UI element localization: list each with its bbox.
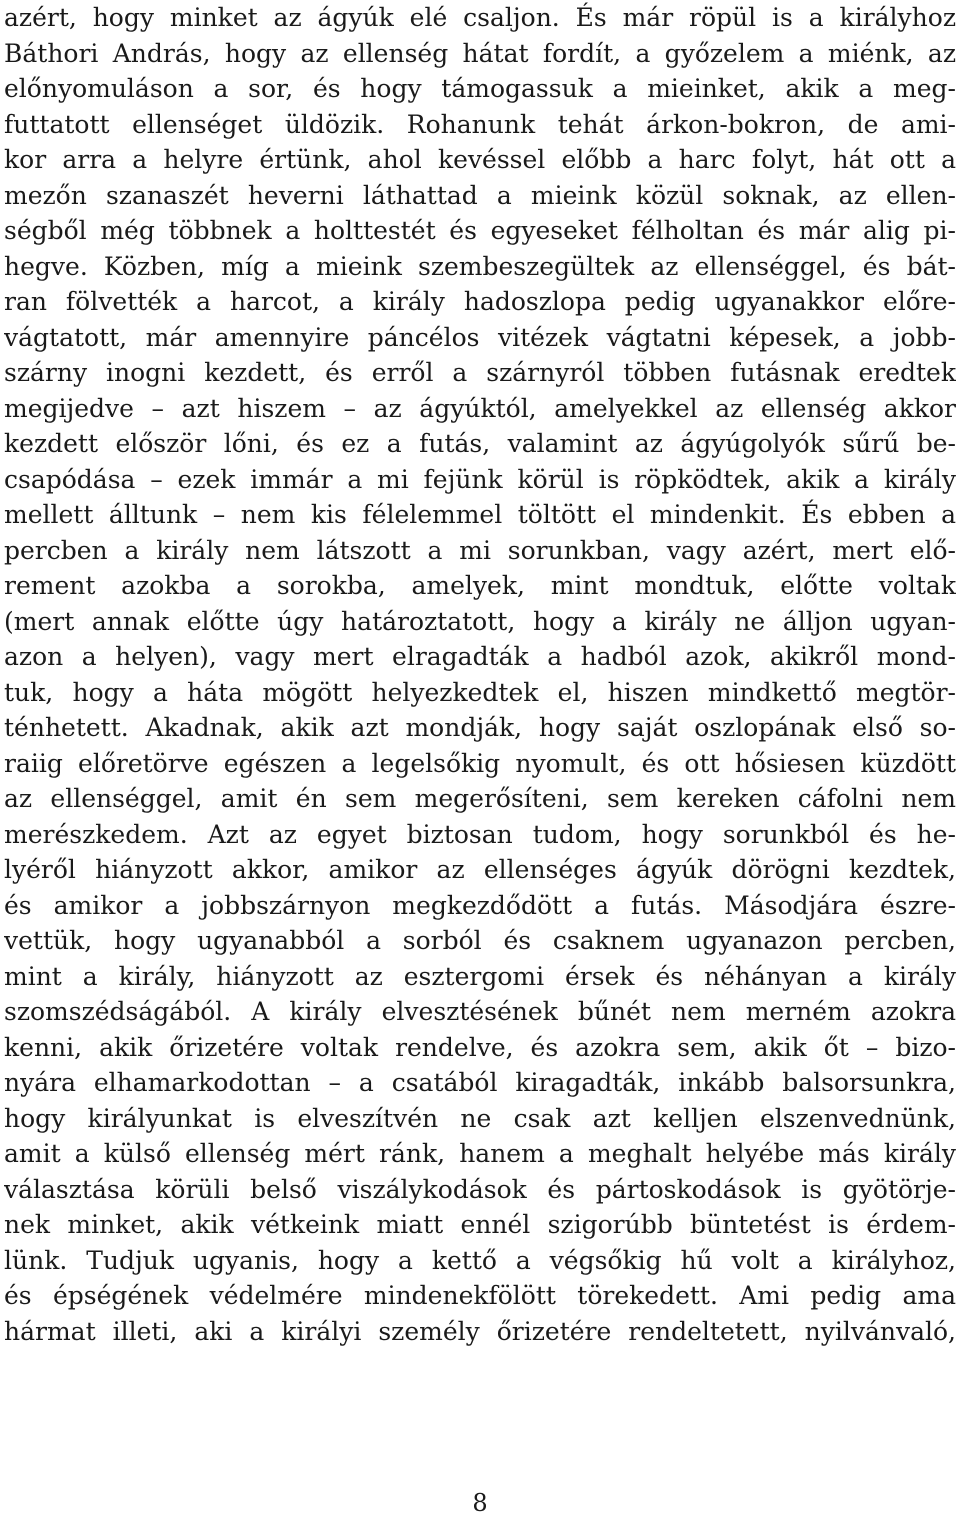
- text-line: rement azokba a sorokba, amelyek, mint mondtuk, előtte voltak: [4, 571, 956, 600]
- text-line: azért, hogy minket az ágyúk elé csaljon. És már röpül is a királyhoz: [4, 3, 956, 32]
- text-line: amit a külső ellenség mért ránk, hanem a meghalt helyébe más király: [4, 1139, 956, 1168]
- text-line: hármat illeti, aki a királyi személy őrizetére rendeltetett, nyilvánvaló,: [4, 1316, 956, 1346]
- text-line: merészkedem. Azt az egyet biztosan tudom, hogy sorunkból és he-: [4, 819, 956, 849]
- text-line: tuk, hogy a háta mögött helyezkedtek el, hiszen mindkettő megtör-: [4, 677, 956, 707]
- text-line: csapódása – ezek immár a mi fejünk körül is röpködtek, akik a király: [4, 464, 956, 494]
- book-page: [4, 0, 956, 1522]
- text-line: raiig előretörve egészen a legelsőkig nyomult, és ott hősiesen küzdött: [4, 748, 956, 778]
- text-line: Báthori András, hogy az ellenség hátat fordít, a győzelem a miénk, az: [4, 38, 956, 68]
- text-line: lyéről hiányzott akkor, amikor az ellenséges ágyúk dörögni kezdtek,: [4, 855, 956, 884]
- text-line: nyára elhamarkodottan – a csatából kiragadták, inkább balsorsunkra,: [4, 1068, 956, 1097]
- text-line: vettük, hogy ugyanabból a sorból és csaknem ugyanazon percben,: [4, 926, 956, 955]
- text-line: futtatott ellenséget üldözik. Rohanunk tehát árkon-bokron, de ami-: [4, 109, 956, 139]
- text-line: lünk. Tudjuk ugyanis, hogy a kettő a végsőkig hű volt a királyhoz,: [4, 1245, 956, 1275]
- text-line: kezdett először lőni, és ez a futás, valamint az ágyúgolyók sűrű be-: [4, 429, 956, 458]
- text-line: kor arra a helyre értünk, ahol kevéssel előbb a harc folyt, hát ott a: [4, 145, 956, 174]
- text-line: mellett álltunk – nem kis félelemmel töltött el mindenkit. És ebben a: [4, 500, 956, 529]
- text-line: vágtatott, már amennyire páncélos vitézek vágtatni képesek, a jobb-: [4, 322, 956, 352]
- text-line: ségből még többnek a holttestét és egyeseket félholtan és már alig pi-: [4, 216, 956, 245]
- text-line: hegve. Közben, míg a mieink szembeszegültek az ellenséggel, és bát-: [4, 251, 956, 281]
- body-text: [4, 0, 956, 1349]
- text-line: (mert annak előtte úgy határoztatott, hogy a király ne álljon ugyan-: [4, 606, 956, 636]
- text-line: az ellenséggel, amit én sem megerősíteni, sem kereken cáfolni nem: [4, 784, 956, 813]
- text-line: percben a király nem látszott a mi sorunkban, vagy azért, mert elő-: [4, 535, 956, 565]
- text-line: szomszédságából. A király elvesztésének bűnét nem merném azokra: [4, 997, 956, 1026]
- text-line: ran fölvették a harcot, a király hadoszlopa pedig ugyanakkor előre-: [4, 287, 956, 316]
- text-line: ténhetett. Akadnak, akik azt mondják, hogy saját oszlopának első so-: [4, 713, 956, 742]
- text-line: előnyomuláson a sor, és hogy támogassuk a mieinket, akik a meg-: [4, 74, 956, 103]
- text-line: megijedve – azt hiszem – az ágyúktól, amelyekkel az ellenség akkor: [4, 393, 956, 423]
- page-number: 8: [472, 1489, 488, 1517]
- text-line: kenni, akik őrizetére voltak rendelve, és azokra sem, akik őt – bizo-: [4, 1032, 956, 1062]
- text-line: mint a király, hiányzott az esztergomi érsek és néhányan a király: [4, 961, 956, 991]
- text-line: választása körüli belső viszálykodások és pártoskodások is gyötörje-: [4, 1174, 956, 1204]
- text-line: szárny inogni kezdett, és erről a szárnyról többen futásnak eredtek: [4, 358, 956, 387]
- text-line: hogy királyunkat is elveszítvén ne csak azt kelljen elszenvednünk,: [4, 1103, 956, 1133]
- text-line: azon a helyen), vagy mert elragadták a hadból azok, akikről mond-: [4, 642, 956, 671]
- text-line: mezőn szanaszét heverni láthattad a mieink közül soknak, az ellen-: [4, 180, 956, 210]
- text-line: nek minket, akik vétkeink miatt ennél szigorúbb büntetést is érdem-: [4, 1210, 956, 1239]
- text-line: és amikor a jobbszárnyon megkezdődött a futás. Másodjára észre-: [4, 890, 956, 920]
- text-line: és épségének védelmére mindenekfölött törekedett. Ami pedig ama: [4, 1281, 956, 1310]
